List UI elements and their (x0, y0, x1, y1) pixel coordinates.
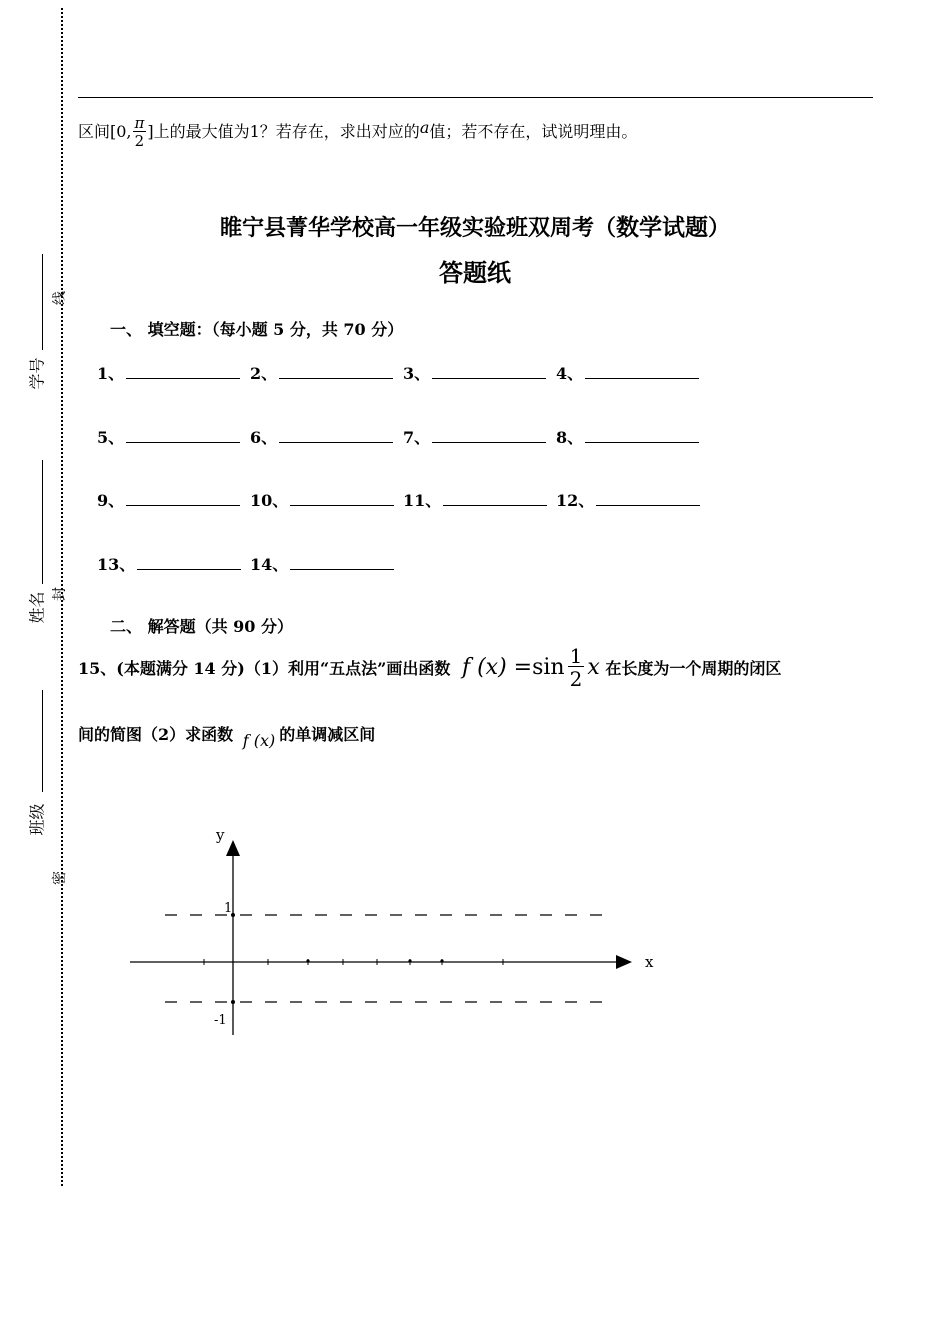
x-point (440, 959, 443, 962)
func-eq: =sin (513, 654, 565, 680)
blank-13[interactable] (97, 552, 241, 575)
blank-12[interactable] (556, 488, 700, 511)
title-subject: 数学试题 (616, 215, 708, 241)
blank-label: 5、 (97, 428, 125, 447)
blank-1[interactable] (97, 361, 240, 384)
frac-numerator: π (134, 114, 145, 132)
section1-heading: 一、 填空题：（每小题 5 分，共 70 分） (110, 320, 404, 339)
section2-heading: 二、 解答题（共 90 分） (110, 617, 293, 636)
name-label: 姓名 (27, 591, 47, 624)
func-lhs: f (x) (461, 654, 507, 680)
blank-line[interactable] (596, 491, 700, 506)
intro-prefix: 区间[0, (78, 122, 132, 141)
blank-line[interactable] (290, 555, 394, 570)
q15-prefix: 15、(本题满分 14 分)（1）利用“五点法”画出函数 (78, 659, 451, 678)
intro-var-a: a (419, 118, 430, 137)
q15-line2-prefix: 间的简图（2）求函数 (78, 725, 234, 744)
blank-label: 12、 (556, 491, 595, 510)
intro-suffix: 值；若不存在，试说明理由。 (429, 122, 638, 141)
blank-label: 3、 (403, 364, 431, 383)
blank-label: 7、 (403, 428, 431, 447)
blank-5[interactable] (97, 425, 240, 448)
blank-label: 10、 (250, 491, 289, 510)
yneg1-point (231, 1000, 235, 1004)
blank-14[interactable] (250, 552, 394, 575)
seal-mark-feng: 封 (52, 587, 68, 601)
blank-line[interactable] (137, 555, 241, 570)
x-point (408, 959, 411, 962)
blank-2[interactable] (250, 361, 393, 384)
blank-label: 4、 (556, 364, 584, 383)
blank-11[interactable] (403, 488, 547, 511)
blank-label: 8、 (556, 428, 584, 447)
blank-label: 14、 (250, 555, 289, 574)
pi-over-2-fraction (133, 116, 147, 149)
blank-label: 6、 (250, 428, 278, 447)
blank-7[interactable] (403, 425, 546, 448)
q15-line2-suffix: 的单调减区间 (279, 725, 376, 744)
func-num: 1 (569, 644, 583, 668)
blank-line[interactable] (290, 491, 394, 506)
blank-line[interactable] (279, 364, 393, 379)
blank-label: 1、 (97, 364, 125, 383)
tick-label-neg1: -1 (214, 1013, 227, 1028)
x-axis-label: x (645, 953, 654, 971)
title-main: 睢宁县菁华学校高一年级实验班双周考（ (219, 215, 616, 241)
q15-suffix: 在长度为一个周期的闭区 (605, 659, 782, 678)
coordinate-graph (120, 820, 680, 1045)
blank-10[interactable] (250, 488, 394, 511)
title-end: ） (708, 215, 731, 241)
blank-line[interactable] (126, 491, 240, 506)
blank-label: 11、 (403, 491, 442, 510)
q15-function (461, 644, 600, 691)
tick-label-pos1: 1 (224, 901, 233, 916)
blank-8[interactable] (556, 425, 699, 448)
blank-4[interactable] (556, 361, 699, 384)
frac-denominator: 2 (134, 132, 145, 150)
func-fraction (568, 646, 585, 689)
blank-line[interactable] (585, 364, 699, 379)
blank-line[interactable] (432, 428, 546, 443)
seal-mark-mi: 密 (52, 871, 68, 885)
y-axis-label: y (216, 826, 225, 844)
q15-line2 (78, 722, 375, 750)
top-rule (78, 97, 873, 98)
answer-sheet-title: 答题纸 (439, 259, 511, 287)
blank-label: 9、 (97, 491, 125, 510)
intro-middle: ]上的最大值为1？若存在，求出对应的 (147, 122, 420, 141)
class-label: 班级 (27, 803, 47, 836)
q15-line2-func: f (x) (242, 731, 276, 750)
blank-9[interactable] (97, 488, 240, 511)
blank-line[interactable] (585, 428, 699, 443)
seal-mark-xian: 线 (52, 291, 68, 305)
blank-line[interactable] (279, 428, 393, 443)
blank-label: 2、 (250, 364, 278, 383)
x-point (306, 959, 309, 962)
y-axis-arrow (226, 840, 240, 856)
x-axis-arrow (616, 955, 632, 969)
exam-title (0, 209, 950, 242)
student-id-label: 学号 (27, 357, 47, 390)
blank-line[interactable] (432, 364, 546, 379)
func-var: x (587, 654, 600, 680)
class-line (42, 690, 43, 792)
func-den: 2 (569, 667, 583, 691)
blank-line[interactable] (443, 491, 547, 506)
blank-3[interactable] (403, 361, 546, 384)
q15-line1 (78, 646, 781, 689)
previous-question-tail (78, 116, 637, 149)
blank-label: 13、 (97, 555, 136, 574)
blank-6[interactable] (250, 425, 393, 448)
blank-line[interactable] (126, 428, 240, 443)
name-line (42, 460, 43, 584)
blank-line[interactable] (126, 364, 240, 379)
